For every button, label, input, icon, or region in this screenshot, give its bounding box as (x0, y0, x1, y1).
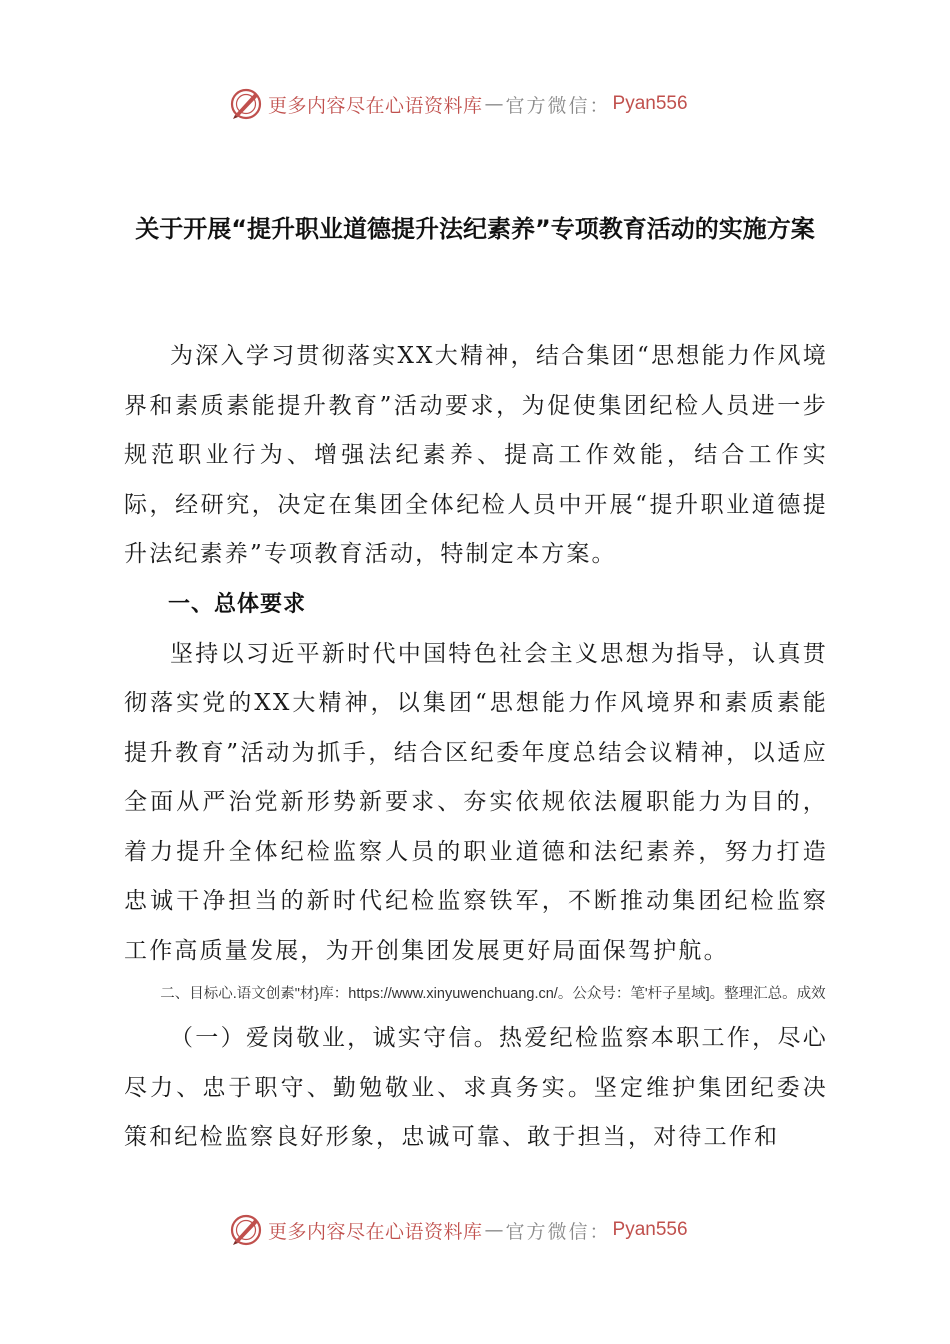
intro-paragraph: 为深入学习贯彻落实XX大精神，结合集团“思想能力作风境界和素质素能提升教育”活动要求，为促使集团纪检人员进一步规范职业行为、增强法纪素养、提高工作效能，结合工作实际，经研究，决定在集团全体纪检人员中开展“提升职业道德提升法纪素养”专项教育活动，特制定本方案。 (124, 343, 828, 567)
section-heading-general-requirements: 一、总体要求 (168, 591, 307, 617)
pen-ring-logo-icon (228, 86, 264, 122)
banner-separator: — (484, 93, 504, 115)
banner-brand-text: 更多内容尽在心语资料库 (268, 94, 483, 117)
item-one-paragraph: （一）爱岗敬业，诚实守信。热爱纪检监察本职工作，尽心尽力、忠于职守、勤勉敬业、求真务实。坚定维护集团纪委决策和纪检监察良好形象，忠诚可靠、敢于担当，对待工作和 (124, 1025, 828, 1150)
general-requirements-paragraph: 坚持以习近平新时代中国特色社会主义思想为指导，认真贯彻落实党的XX大精神，以集团“思想能力作风境界和素质素能提升教育”活动为抓手，结合区纪委年度总结会议精神，以适应全面从严治党新形势新要求、夯实依规依法履职能力为目的，着力提升全体纪检监察人员的职业道德和法纪素养，努力打造忠诚干净担当的新时代纪检监察铁军，不断推动集团纪检监察工作高质量发展，为开创集团发展更好局面保驾护航。 (124, 640, 828, 964)
pen-ring-logo-icon (228, 1212, 264, 1248)
banner-brand-text: 更多内容尽在心语资料库 (268, 1220, 483, 1243)
section-goals-note: 二、目标心.语文创素"材}库：https://www.xinyuwenchuang.cn/。公众号：笔'杆子星域]。整理汇总。成效 (160, 986, 826, 1002)
banner-wechat-id: Pyan556 (612, 93, 688, 114)
banner-separator: — (484, 1219, 504, 1241)
document-title: 关于开展“提升职业道德提升法纪素养”专项教育活动的实施方案 (135, 215, 815, 243)
document-body (124, 332, 828, 1163)
banner-wechat-label: 官方微信： (505, 94, 611, 117)
banner-wechat-id: Pyan556 (612, 1219, 688, 1240)
banner-wechat-label: 官方微信： (505, 1220, 611, 1243)
footer-banner (228, 1210, 688, 1250)
header-banner (228, 84, 688, 124)
